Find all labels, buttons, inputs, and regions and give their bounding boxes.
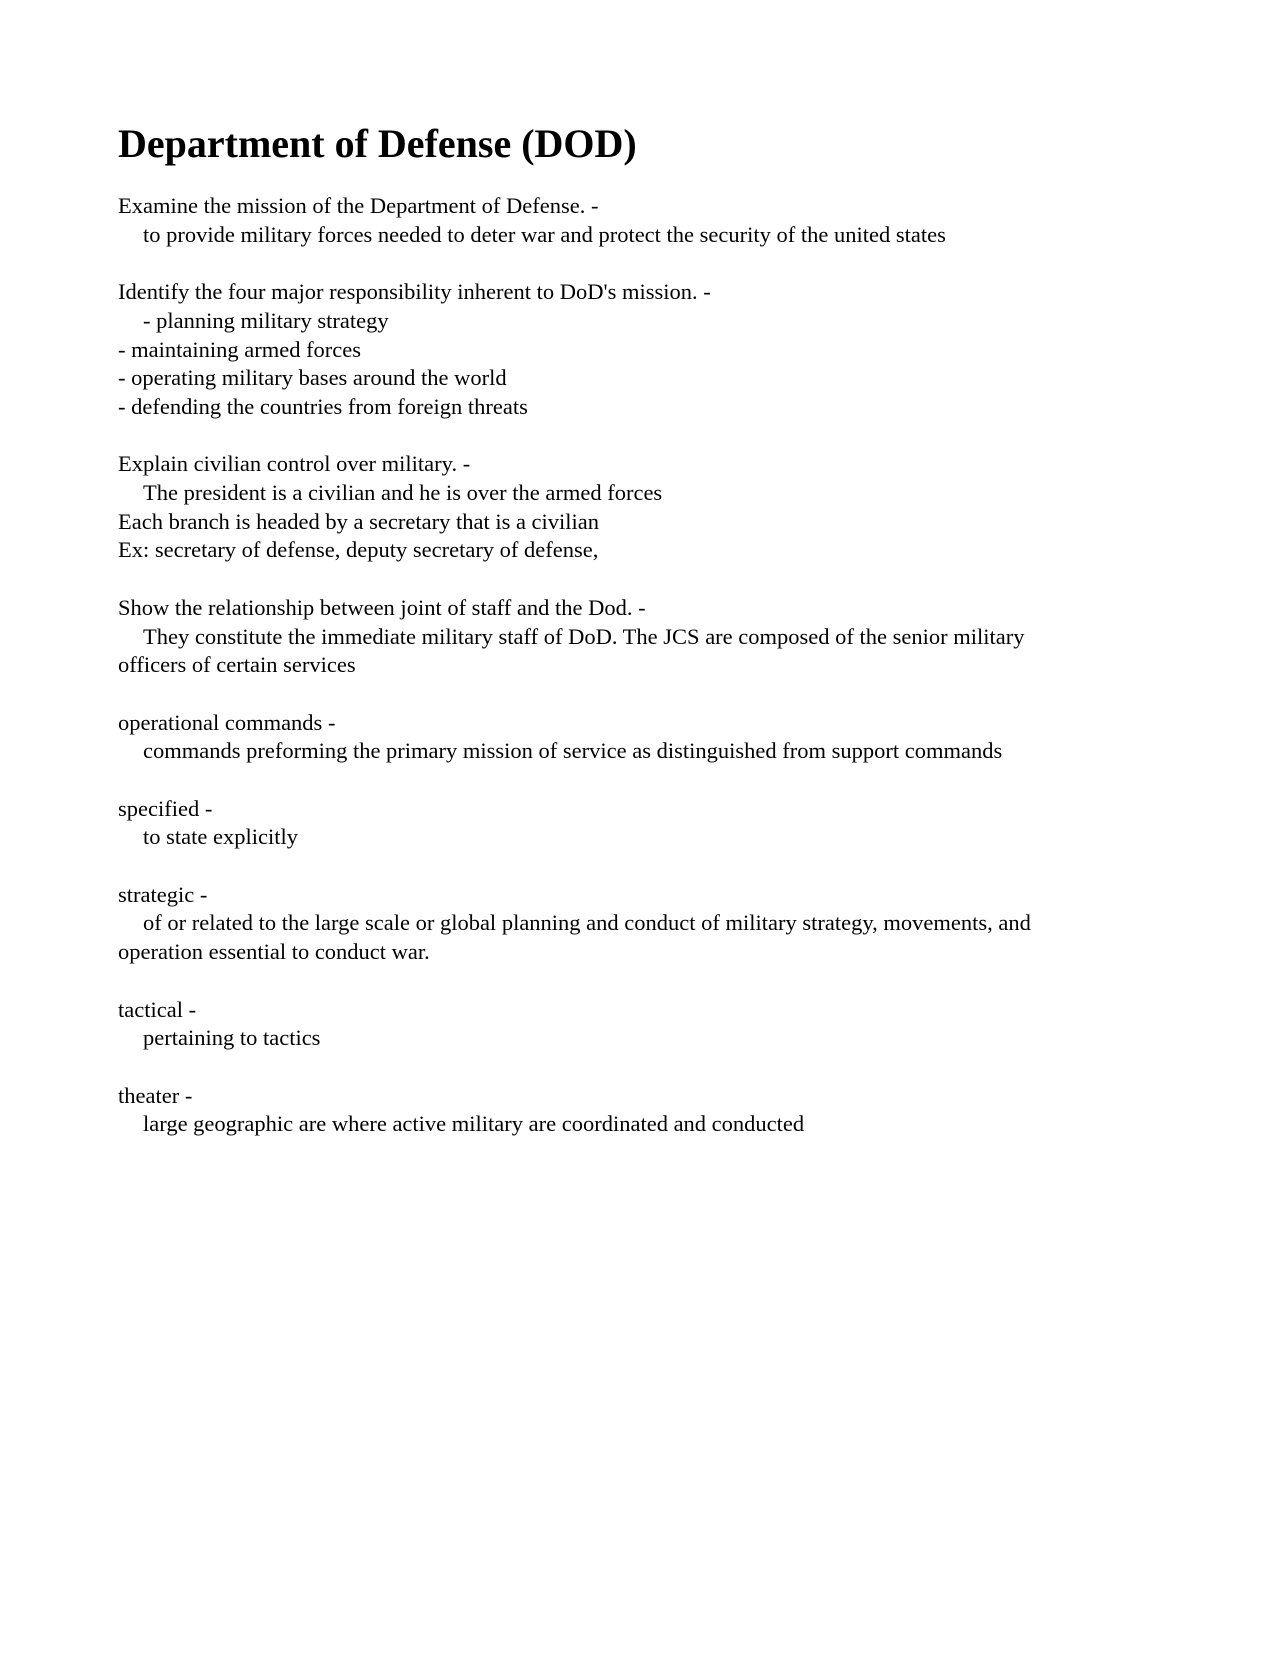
entry-answer: large geographic are where active military are coordinated and conducted [143,1111,805,1137]
entry-theater [118,1082,1158,1139]
entry-answer-line: - maintaining armed forces [118,336,362,362]
entry-tactical [118,996,1158,1053]
entry-specified [118,795,1158,852]
entry-answer-line: officers of certain services [118,652,356,678]
entry-prompt: theater - [118,1082,193,1108]
document-page [118,118,1158,1168]
entry-answer-line: - defending the countries from foreign threats [118,393,528,419]
entry-civilian-control [118,450,1158,565]
entry-responsibilities [118,278,1158,422]
entry-operational-commands [118,709,1158,766]
entry-answer: to state explicitly [143,824,298,850]
entry-prompt: strategic - [118,881,208,907]
entry-answer: commands preforming the primary mission of service as distinguished from support commands [143,738,1003,764]
page-title: Department of Defense (DOD) [118,121,637,166]
entry-answer-line: operation essential to conduct war. [118,939,430,965]
entry-answer: - planning military strategy [143,307,389,333]
entry-answer: They constitute the immediate military staff of DoD. The JCS are composed of the senior military [143,623,1025,649]
entry-prompt: operational commands - [118,709,336,735]
entry-prompt: Explain civilian control over military. - [118,451,471,477]
entry-answer-line: - operating military bases around the world [118,365,507,391]
entry-mission [118,192,1158,249]
entry-prompt: Show the relationship between joint of staff and the Dod. - [118,594,646,620]
entry-answer-line: Each branch is headed by a secretary that is a civilian [118,508,600,534]
entry-answer: of or related to the large scale or global planning and conduct of military strategy, movements, and [143,910,1031,936]
entry-strategic [118,881,1158,967]
entry-answer: to provide military forces needed to deter war and protect the security of the united states [143,221,946,247]
entry-prompt: Identify the four major responsibility inherent to DoD's mission. - [118,279,711,305]
entry-joint-staff [118,594,1158,680]
entry-answer: pertaining to tactics [143,1025,321,1051]
entry-prompt: tactical - [118,996,197,1022]
entry-answer-line: Ex: secretary of defense, deputy secretary of defense, [118,537,599,563]
entry-prompt: Examine the mission of the Department of Defense. - [118,193,599,218]
entry-answer: The president is a civilian and he is over the armed forces [143,480,663,505]
entry-prompt: specified - [118,795,213,821]
